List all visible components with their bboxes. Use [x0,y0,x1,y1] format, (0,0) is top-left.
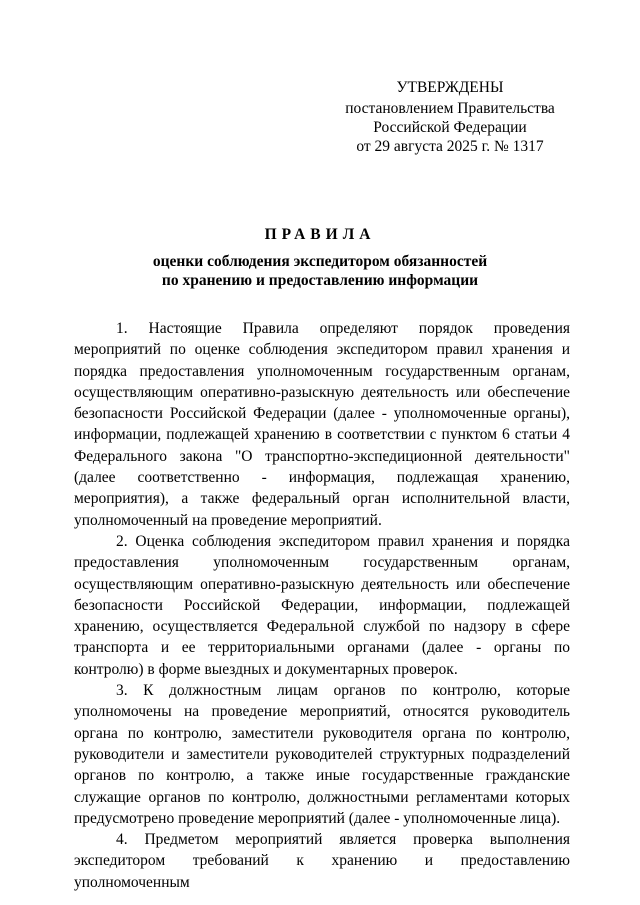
approval-stamp-block [330,78,570,156]
approval-line-federation: Российской Федерации [373,119,527,136]
document-title: ПРАВИЛА [264,226,376,243]
paragraph-1: 1. Настоящие Правила определяют порядок проведения мероприятий по оценке соблюдения экспедитором правил хранения и порядка предоставления уполномоченным государственным органам, осуществляющим оперативно-разыскную деятельность или обеспечение безопасности Российской Федерации (далее - уполномоченные органы), информации, подлежащей хранению в соответствии с пунктом 6 статьи 4 Федерального закона "О транспортно-экспедиционной деятельности" (далее соответственно - информация, подлежащая хранению, мероприятия), а также федеральный орган исполнительной власти, уполномоченный на проведение мероприятий. [74,320,570,529]
paragraph-2: 2. Оценка соблюдения экспедитором правил хранения и порядка предоставления уполномоченным государственным органам, осуществляющим оперативно-разыскную деятельность или обеспечение безопасности Российской Федерации, информации, подлежащей хранению, осуществляется Федеральной службой по надзору в сфере транспорта и ее территориальными органами (далее - органы по контролю) в форме выездных и документарных проверок. [74,532,570,678]
approval-line-date: от 29 августа 2025 г. № 1317 [356,138,544,155]
document-subtitle-line-1: оценки соблюдения экспедитором обязанностей [152,253,488,270]
paragraph-3: 3. К должностным лицам органов по контролю, которые уполномочены на проведение мероприятий, относятся руководитель органа по контролю, заместители руководителя органа по контролю, руководители и заместители руководителей структурных подразделений органов по контролю, а также иные государственные гражданские служащие органов по контролю, должностными регламентами которых предусмотрено проведение мероприятий (далее - уполномоченные лица). [74,682,570,827]
approved-heading: УТВЕРЖДЕНЫ [396,79,504,96]
approval-line-decree: постановлением Правительства [345,100,555,117]
document-subtitle-line-2: по хранению и предоставлению информации [161,272,479,289]
paragraph-4: 4. Предметом мероприятий является проверка выполнения экспедитором требований к хранению и предоставлению уполномоченным [74,831,570,891]
document-body [74,318,570,893]
document-title-block [70,225,570,290]
